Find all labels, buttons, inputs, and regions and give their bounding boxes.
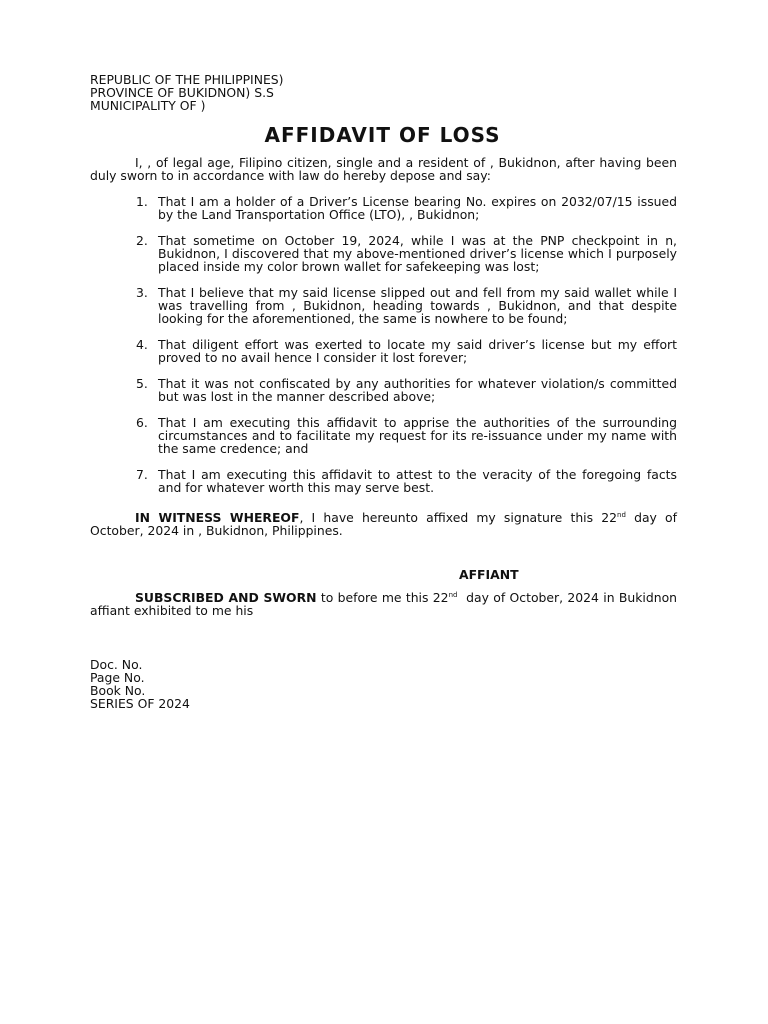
witness-text-start: , I have hereunto affixed my signature this 22 bbox=[299, 510, 618, 525]
registry-page-no: Page No. bbox=[90, 670, 145, 685]
jurat-text-end: day of October, 2024 in Bukidnon affiant exhibited to me his bbox=[90, 590, 681, 618]
clause-number: 5. bbox=[136, 376, 148, 391]
affiant-label: AFFIANT bbox=[459, 567, 519, 582]
witness-ordinal-suffix: nd bbox=[617, 511, 626, 519]
jurat-text-start: to before me this 22 bbox=[316, 590, 449, 605]
clause-item bbox=[90, 195, 677, 221]
clause-item bbox=[90, 377, 677, 403]
jurat-lead: SUBSCRIBED AND SWORN bbox=[135, 590, 317, 605]
jurat-ordinal-suffix: nd bbox=[448, 591, 458, 599]
clause-item bbox=[90, 234, 677, 273]
document-title: AFFIDAVIT OF LOSS bbox=[264, 123, 501, 147]
clause-number: 2. bbox=[136, 233, 148, 248]
clause-item bbox=[90, 338, 677, 364]
witness-lead: IN WITNESS WHEREOF bbox=[135, 510, 300, 525]
clause-text: That I am executing this affidavit to attest to the veracity of the foregoing facts and for whatever worth this may serve best. bbox=[158, 467, 677, 495]
clause-text: That it was not confiscated by any authorities for whatever violation/s committed but was lost in the manner described above; bbox=[158, 376, 677, 404]
registry-series: SERIES OF 2024 bbox=[90, 696, 190, 711]
clause-number: 4. bbox=[136, 337, 148, 352]
venue-caption bbox=[90, 73, 677, 112]
clause-number: 3. bbox=[136, 285, 148, 300]
witness-paragraph bbox=[90, 511, 677, 537]
clause-number: 6. bbox=[136, 415, 148, 430]
caption-municipality: MUNICIPALITY OF ) bbox=[90, 98, 206, 113]
clause-text: That diligent effort was exerted to locate my said driver’s license but my effort proved to no avail hence I consider it lost forever; bbox=[158, 337, 677, 365]
witness-text-end: day of October, 2024 in , Bukidnon, Philippines. bbox=[90, 510, 677, 538]
registry-book-no: Book No. bbox=[90, 683, 146, 698]
intro-paragraph: I, , of legal age, Filipino citizen, single and a resident of , Bukidnon, after having been duly sworn to in accordance with law do hereby depose and say: bbox=[90, 155, 677, 183]
jurat-paragraph bbox=[90, 590, 681, 618]
registry-doc-no: Doc. No. bbox=[90, 657, 143, 672]
clause-item bbox=[90, 468, 677, 494]
caption-republic: REPUBLIC OF THE PHILIPPINES) bbox=[90, 72, 284, 87]
clause-text: That I am a holder of a Driver’s License bearing No. expires on 2032/07/15 issued by the Land Transportation Office (LTO), , Bukidnon; bbox=[158, 194, 677, 222]
clause-item bbox=[90, 416, 677, 455]
clause-number: 1. bbox=[136, 194, 148, 209]
clause-text: That I believe that my said license slipped out and fell from my said wallet while I was travelling from , Bukidnon, heading towards , Bukidnon, and that despite looking for the aforementioned, the same is nowhere to be found; bbox=[158, 285, 677, 326]
clause-text: That sometime on October 19, 2024, while I was at the PNP checkpoint in n, Bukidnon, I discovered that my above-mentioned driver’s license which I purposely placed inside my color brown wallet for safekeeping was lost; bbox=[158, 233, 677, 274]
notarial-registry bbox=[90, 658, 677, 710]
clause-item bbox=[90, 286, 677, 325]
caption-province: PROVINCE OF BUKIDNON) S.S bbox=[90, 85, 274, 100]
clause-text: That I am executing this affidavit to apprise the authorities of the surrounding circumstances and to facilitate my request for its re-issuance under my name with the same credence; and bbox=[158, 415, 677, 456]
affidavit-document bbox=[90, 72, 681, 711]
clause-list bbox=[90, 195, 677, 494]
clause-number: 7. bbox=[136, 467, 148, 482]
